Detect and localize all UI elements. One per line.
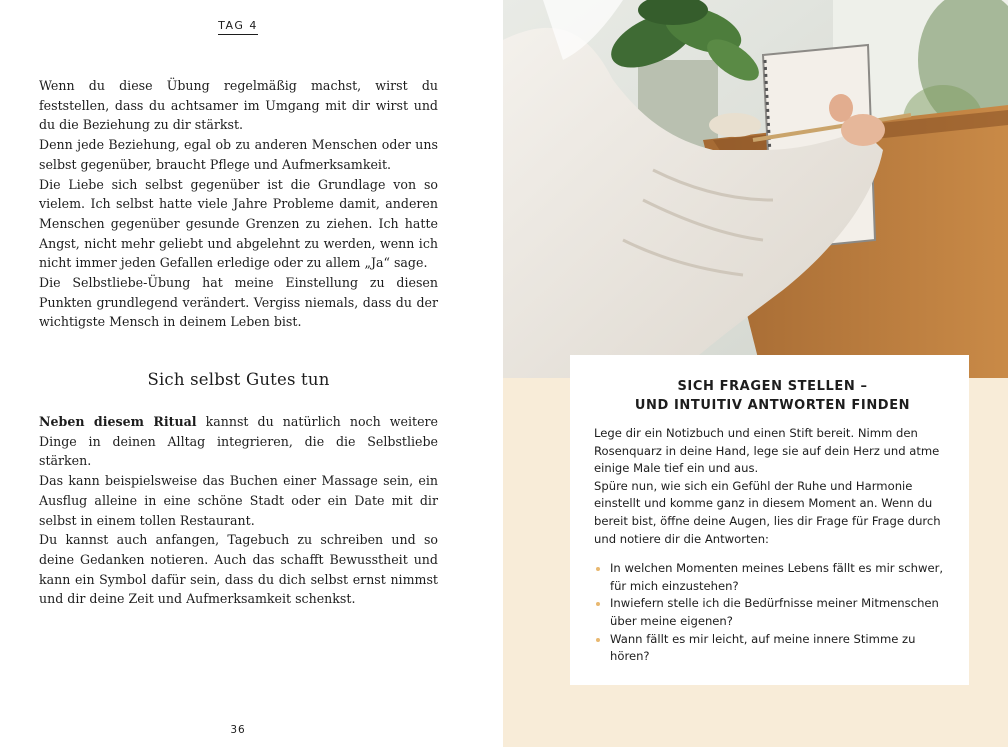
info-box-text bbox=[594, 425, 951, 548]
paragraph-lead-rest: kannst du natürlich noch weitere Dinge in deinen Alltag integrieren, die die Selbstliebe stärken. bbox=[39, 414, 438, 469]
page-number: 36 bbox=[230, 724, 246, 736]
paragraph: Die Liebe sich selbst gegenüber ist die Grundlage von so vielem. Ich selbst hatte viele Jahre Probleme damit, anderen Menschen gegenüber gesunde Grenzen zu ziehen. Ich hatte Angst, nicht mehr geliebt und abgelehnt zu werden, wenn ich nicht immer jeden Gefallen erledige oder zu allem „Ja“ sage. bbox=[39, 176, 438, 271]
info-box-title bbox=[594, 377, 951, 415]
photo-woman-writing-notebook bbox=[503, 0, 1008, 378]
paragraph: Lege dir ein Notizbuch und einen Stift bereit. Nimm den Rosenquarz in deine Hand, lege sie auf dein Herz und atme einige Male tief ein und aus. bbox=[594, 426, 940, 476]
paragraph: Die Selbstliebe-Übung hat meine Einstellung zu diesen Punkten grundlegend verändert. Vergiss niemals, dass du der wichtigste Mensch in deinem Leben bist. bbox=[39, 275, 438, 330]
list-item: In welchen Momenten meines Lebens fällt es mir schwer, für mich einzustehen? bbox=[594, 560, 951, 595]
chapter-label-text: TAG 4 bbox=[218, 19, 258, 35]
question-list bbox=[594, 560, 951, 666]
paragraph: Denn jede Beziehung, egal ob zu anderen Menschen oder uns selbst gegenüber, braucht Pflege und Aufmerksamkeit. bbox=[39, 137, 438, 172]
section-heading: Sich selbst Gutes tun bbox=[147, 370, 330, 389]
list-item: Inwiefern stelle ich die Bedürfnisse meiner Mitmenschen über meine eigenen? bbox=[594, 595, 951, 630]
chapter-label bbox=[0, 19, 476, 35]
right-page bbox=[503, 0, 1008, 747]
section-paragraphs bbox=[39, 412, 438, 609]
info-box-title-line: UND INTUITIV ANTWORTEN FINDEN bbox=[634, 398, 911, 413]
left-page bbox=[0, 0, 503, 747]
paragraph: Das kann beispielsweise das Buchen einer Massage sein, ein Ausflug alleine in eine schöne Stadt oder ein Date mit dir selbst in einem tollen Restaurant. bbox=[39, 473, 438, 528]
paragraph: Du kannst auch anfangen, Tagebuch zu schreiben und so deine Gedanken notieren. Auch das schafft Bewusstheit und kann ein Symbol dafür sein, dass du dich selbst ernst nimmst und dir deine Zeit und Aufmerksamkeit schenkst. bbox=[39, 532, 438, 607]
paragraph bbox=[39, 412, 438, 471]
intro-paragraphs bbox=[39, 76, 438, 332]
info-box-title-line: SICH FRAGEN STELLEN – bbox=[677, 379, 868, 394]
paragraph: Spüre nun, wie sich ein Gefühl der Ruhe und Harmonie einstellt und komme ganz in diesem Moment an. Wenn du bereit bist, öffne deine Augen, lies dir Frage für Frage durch und notiere dir die Antworten: bbox=[594, 478, 941, 546]
info-box bbox=[570, 355, 969, 685]
list-item: Wann fällt es mir leicht, auf meine innere Stimme zu hören? bbox=[594, 631, 951, 666]
paragraph-lead: Neben diesem Ritual bbox=[39, 414, 197, 429]
paragraph: Wenn du diese Übung regelmäßig machst, wirst du feststellen, dass du achtsamer im Umgang mit dir wirst und du die Beziehung zu dir stärkst. bbox=[39, 78, 438, 133]
